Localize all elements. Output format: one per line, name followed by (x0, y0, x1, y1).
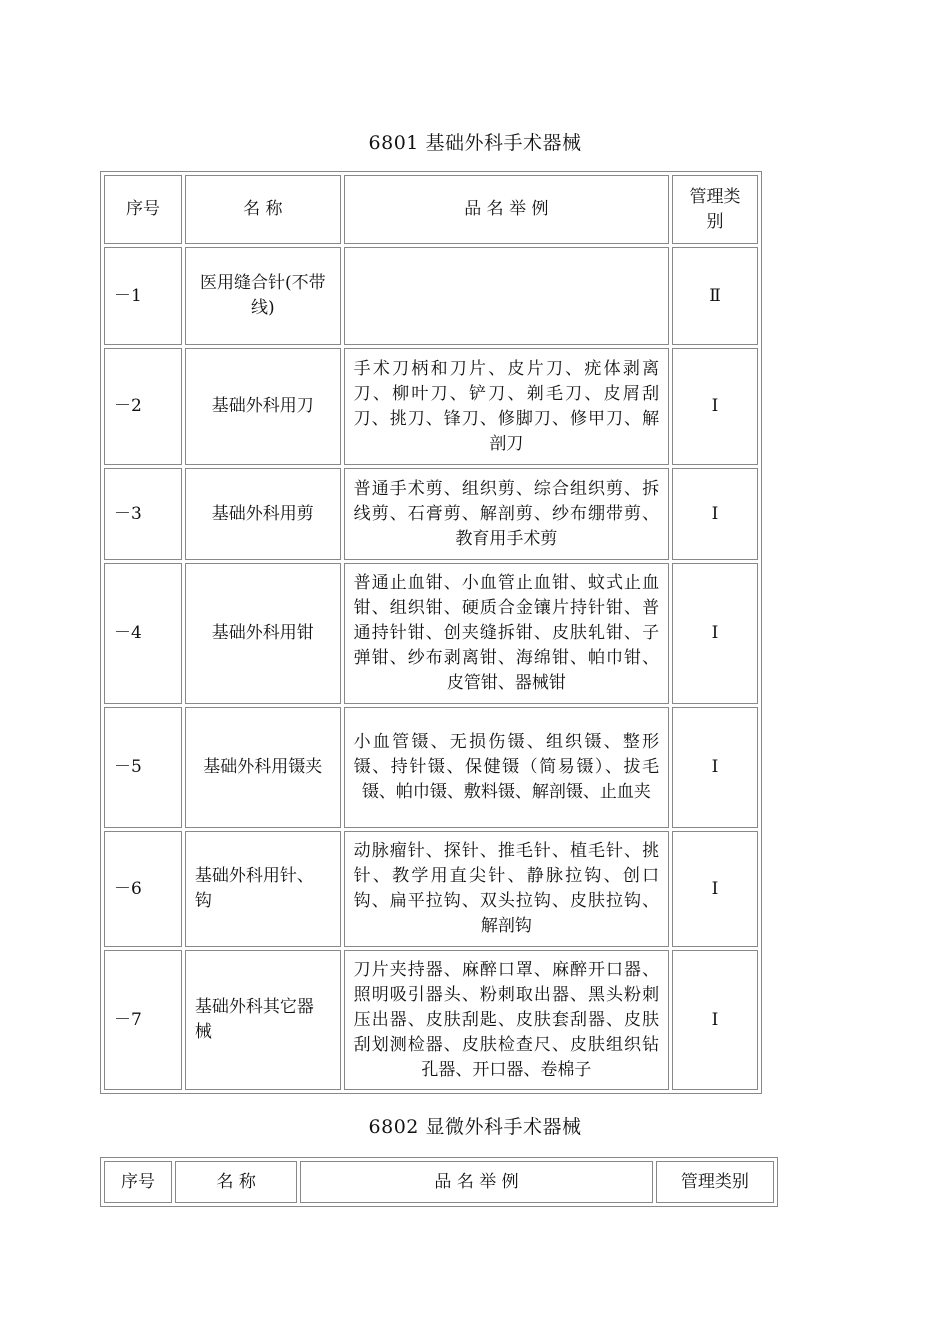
row-examples: 普通止血钳、小血管止血钳、蚊式止血钳、组织钳、硬质合金镶片持针钳、普通持针钳、创夹缝拆钳、皮肤轧钳、子弹钳、纱布剥离钳、海绵钳、帕巾钳、皮管钳、器械钳 (344, 563, 669, 704)
row-category: Ⅱ (672, 247, 758, 345)
row-examples: 小血管镊、无损伤镊、组织镊、整形镊、持针镊、保健镊（简易镊）、拔毛镊、帕巾镊、敷料镊、解剖镊、止血夹 (344, 707, 669, 828)
header-category: 管理类别 (656, 1161, 774, 1203)
table-row (104, 707, 758, 828)
table-row (104, 348, 758, 465)
header-no: 序号 (104, 175, 182, 244)
table-row (104, 831, 758, 947)
header-examples: 品 名 举 例 (300, 1161, 653, 1203)
table-row (104, 247, 758, 345)
row-category: Ⅰ (672, 950, 758, 1090)
row-examples: 手术刀柄和刀片、皮片刀、疣体剥离刀、柳叶刀、铲刀、剃毛刀、皮屑刮刀、挑刀、锋刀、修脚刀、修甲刀、解剖刀 (344, 348, 669, 465)
table-header-row (104, 1161, 774, 1203)
header-category: 管理类别 (672, 175, 758, 244)
row-no: －6 (104, 831, 182, 947)
row-name: 基础外科用剪 (185, 468, 341, 560)
row-name: 基础外科其它器械 (185, 950, 341, 1090)
row-no: －3 (104, 468, 182, 560)
table-row (104, 468, 758, 560)
row-no: －4 (104, 563, 182, 704)
table-row (104, 563, 758, 704)
header-examples: 品 名 举 例 (344, 175, 669, 244)
section-title-6801: 6801 基础外科手术器械 (368, 132, 582, 154)
section-title-6802: 6802 显微外科手术器械 (368, 1116, 582, 1138)
header-no: 序号 (104, 1161, 172, 1203)
row-category: Ⅰ (672, 563, 758, 704)
row-category: Ⅰ (672, 831, 758, 947)
row-category: Ⅰ (672, 707, 758, 828)
row-no: －2 (104, 348, 182, 465)
row-name: 医用缝合针(不带线) (185, 247, 341, 345)
row-examples (344, 247, 669, 345)
row-examples: 普通手术剪、组织剪、综合组织剪、拆线剪、石膏剪、解剖剪、纱布绷带剪、教育用手术剪 (344, 468, 669, 560)
row-no: －1 (104, 247, 182, 345)
row-no: －7 (104, 950, 182, 1090)
header-name: 名 称 (175, 1161, 297, 1203)
row-name: 基础外科用针、钩 (185, 831, 341, 947)
row-examples: 刀片夹持器、麻醉口罩、麻醉开口器、照明吸引器头、粉刺取出器、黑头粉刺压出器、皮肤刮匙、皮肤套刮器、皮肤刮划测检器、皮肤检查尺、皮肤组织钻孔器、开口器、卷棉子 (344, 950, 669, 1090)
row-name: 基础外科用钳 (185, 563, 341, 704)
row-name: 基础外科用刀 (185, 348, 341, 465)
row-category: Ⅰ (672, 348, 758, 465)
row-examples: 动脉瘤针、探针、推毛针、植毛针、挑针、教学用直尖针、静脉拉钩、创口钩、扁平拉钩、双头拉钩、皮肤拉钩、解剖钩 (344, 831, 669, 947)
instrument-table-6801 (100, 171, 762, 1094)
header-name: 名 称 (185, 175, 341, 244)
row-category: Ⅰ (672, 468, 758, 560)
table-row (104, 950, 758, 1090)
table-header-row (104, 175, 758, 244)
instrument-table-6802 (100, 1157, 778, 1207)
row-no: －5 (104, 707, 182, 828)
row-name: 基础外科用镊夹 (185, 707, 341, 828)
